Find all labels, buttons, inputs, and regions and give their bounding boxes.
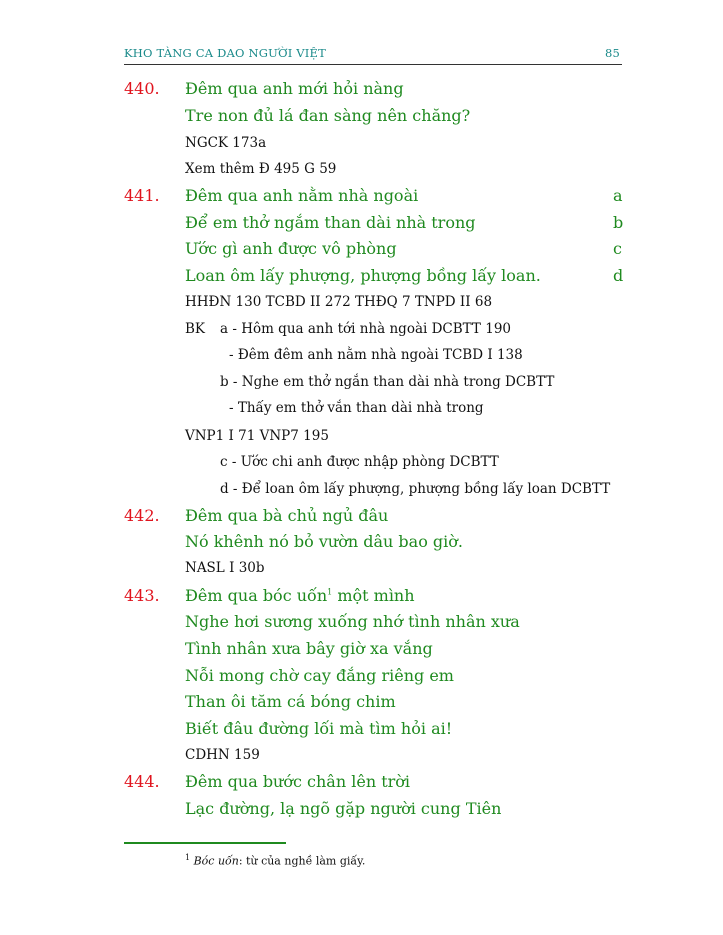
footnote-divider [124, 842, 286, 844]
source-ref: HHĐN 130 TCBD II 272 THĐQ 7 TNPD II 68 [185, 294, 493, 310]
variant-line: d - Để loan ôm lấy phượng, phượng bồng lấy loan DCBTT [220, 481, 611, 497]
verse-text: Đêm qua bóc uốn [185, 586, 328, 605]
page-number: 85 [604, 46, 620, 60]
verse-line: Biết đâu đường lối mà tìm hỏi ai! [185, 719, 453, 738]
footnote-mark: 1 [185, 853, 191, 862]
verse-line: Nỗi mong chờ cay đắng riêng em [185, 666, 454, 685]
entry-number-443: 443. [124, 586, 160, 605]
verse-line: Đêm qua anh nằm nhà ngoài [185, 186, 419, 205]
footnote [185, 853, 365, 868]
verse-line: Đêm qua bước chân lên trời [185, 772, 411, 791]
verse-line: Đêm qua anh mới hỏi nàng [185, 79, 404, 98]
entry-number-444: 444. [124, 772, 160, 791]
footnote-text: : từ của nghề làm giấy. [238, 854, 366, 868]
verse-line: Nghe hơi sương xuống nhớ tình nhân xưa [185, 612, 520, 631]
verse-line [185, 586, 415, 605]
verse-line: Để em thở ngắm than dài nhà trong [185, 213, 476, 232]
entry-number-441: 441. [124, 186, 160, 205]
source-ref: VNP1 I 71 VNP7 195 [185, 428, 329, 444]
source-ref: Xem thêm Đ 495 G 59 [185, 161, 337, 177]
verse-mark: c [613, 239, 622, 258]
bk-label: BK [185, 321, 206, 337]
variant-line: - Đêm đêm anh nằm nhà ngoài TCBD I 138 [229, 347, 523, 363]
footnote-term: Bóc uốn [193, 854, 239, 868]
source-ref: CDHN 159 [185, 747, 260, 763]
verse-line: Nó khênh nó bỏ vườn dâu bao giờ. [185, 532, 463, 551]
verse-line: Loan ôm lấy phượng, phượng bồng lấy loan. [185, 266, 541, 285]
verse-line: Ước gì anh được vô phòng [185, 239, 397, 258]
entry-number-440: 440. [124, 79, 160, 98]
variant-line: a - Hôm qua anh tới nhà ngoài DCBTT 190 [220, 321, 511, 337]
source-ref: NGCK 173a [185, 135, 267, 151]
entry-number-442: 442. [124, 506, 160, 525]
verse-line: Than ôi tăm cá bóng chim [185, 692, 396, 711]
verse-mark: a [613, 186, 623, 205]
book-title: KHO TÀNG CA DAO NGƯỜI VIỆT [124, 46, 327, 60]
variant-line: c - Ước chi anh được nhập phòng DCBTT [220, 454, 499, 470]
verse-mark: d [613, 266, 624, 285]
verse-text: một mình [332, 586, 415, 605]
verse-line: Tre non đủ lá đan sàng nên chăng? [185, 106, 471, 125]
verse-line: Lạc đường, lạ ngõ gặp người cung Tiên [185, 799, 502, 818]
verse-line: Đêm qua bà chủ ngủ đâu [185, 506, 389, 525]
variant-line: - Thấy em thở vắn than dài nhà trong [229, 400, 484, 416]
running-header [124, 44, 622, 65]
source-ref: NASL I 30b [185, 560, 265, 576]
verse-mark: b [613, 213, 624, 232]
verse-line: Tình nhân xưa bây giờ xa vắng [185, 639, 433, 658]
footnote-ref: 1 [327, 587, 333, 597]
variant-line: b - Nghe em thở ngắn than dài nhà trong DCBTT [220, 374, 555, 390]
